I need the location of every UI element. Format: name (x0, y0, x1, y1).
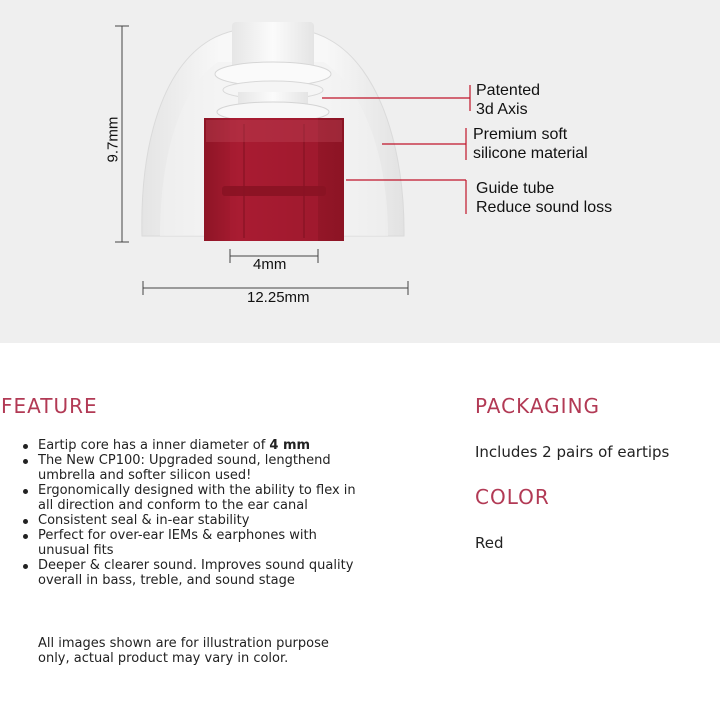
callout-silicone (473, 125, 588, 163)
feature-item (38, 558, 368, 588)
feature-item (38, 528, 368, 558)
dimension-height-label: 9.7mm (104, 116, 122, 163)
feature-item-text: Deeper & clearer sound. Improves sound quality overall in bass, treble, and sound stage (38, 558, 354, 588)
callout-silicone-line1: Premium soft (473, 126, 568, 143)
feature-item-text: Perfect for over-ear IEMs & earphones with unusual fits (38, 528, 317, 558)
feature-title: FEATURE (1, 394, 98, 418)
feature-item (38, 483, 368, 513)
color-title: COLOR (475, 485, 550, 509)
guide-tube-band (222, 186, 326, 196)
feature-item-text: Consistent seal & in-ear stability (38, 513, 250, 528)
feature-item-text: Eartip core has a inner diameter of (38, 438, 270, 453)
callout-silicone-line2: silicone material (473, 145, 588, 162)
eartip-diagram (0, 0, 720, 343)
packaging-title: PACKAGING (475, 394, 601, 418)
feature-item (38, 513, 368, 528)
color-text: Red (475, 534, 504, 552)
callout-3d-axis-line1: Patented (476, 82, 541, 99)
dimension-width-label: 12.25mm (247, 289, 310, 306)
feature-list (38, 438, 368, 588)
feature-item-text: The New CP100: Upgraded sound, lengthend umbrella and softer silicon used! (38, 453, 331, 483)
eartip-diagram-panel (0, 0, 720, 343)
feature-item (38, 438, 368, 453)
feature-item-bold: 4 mm (269, 438, 311, 453)
disclaimer-text: All images shown are for illustration purpose only, actual product may vary in color. (38, 636, 329, 666)
packaging-text: Includes 2 pairs of eartips (475, 443, 670, 461)
dimension-core-label: 4mm (253, 256, 287, 273)
callout-guide-tube-line2: Reduce sound loss (476, 199, 613, 216)
callout-3d-axis-line2: 3d Axis (476, 101, 528, 118)
feature-item (38, 453, 368, 483)
callout-3d-axis (476, 81, 540, 119)
callout-guide-tube (476, 179, 612, 217)
callout-guide-tube-line1: Guide tube (476, 180, 555, 197)
feature-item-text: Ergonomically designed with the ability to flex in all direction and conform to the ear canal (38, 483, 356, 513)
